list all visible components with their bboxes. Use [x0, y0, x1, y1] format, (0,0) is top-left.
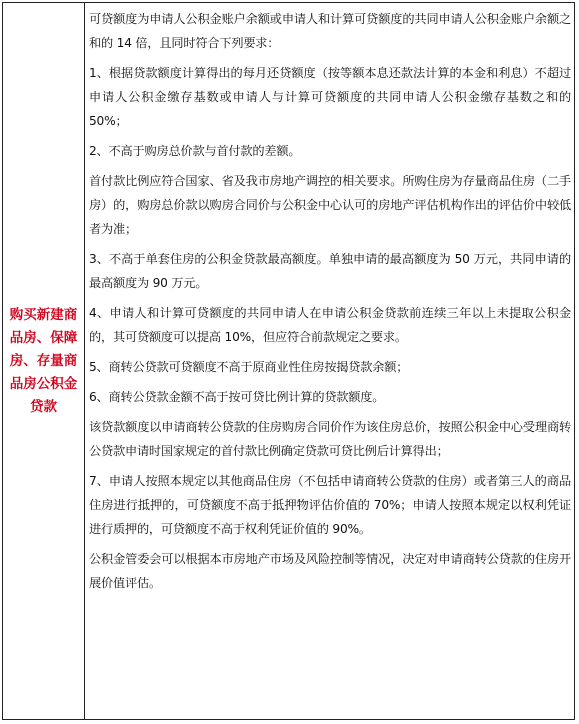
category-label: 购买新建商品房、保障房、存量商品房公积金贷款 — [9, 306, 78, 415]
requirement-6-note: 该贷款额度以申请商转公贷款的住房购房合同价作为该住房总价，按照公积金中心受理商转公贷款申请时国家规定的首付款比例确定贷款可贷比例后计算得出； — [89, 420, 571, 458]
requirement-2: 2、不高于购房总价款与首付款的差额。 — [89, 144, 301, 158]
policy-table — [2, 2, 575, 720]
requirement-3: 3、不高于单套住房的公积金贷款最高额度。单独申请的最高额度为 50 万元，共同申请的最高额度为 90 万元。 — [89, 252, 571, 290]
intro-paragraph: 可贷额度为申请人公积金账户余额或申请人和计算可贷额度的共同申请人公积金账户余额之和的 14 倍，且同时符合下列要求： — [89, 12, 571, 50]
closing-paragraph: 公积金管委会可以根据本市房地产市场及风险控制等情况，决定对申请商转公贷款的住房开展价值评估。 — [89, 552, 571, 590]
requirement-4: 4、申请人和计算可贷额度的共同申请人在申请公积金贷款前连续三年以上未提取公积金的，其可贷额度可以提高 10%，但应符合前款规定之要求。 — [89, 306, 571, 344]
requirement-7: 7、申请人按照本规定以其他商品住房（不包括申请商转公贷款的住房）或者第三人的商品住房进行抵押的，可贷额度不高于抵押物评估价值的 70%；申请人按照本规定以权利凭证进行质押的，可贷额度不高于权利凭证价值的 90%。 — [89, 474, 571, 536]
requirement-6: 6、商转公贷款金额不高于按可贷比例计算的贷款额度。 — [89, 390, 385, 404]
requirement-2-note: 首付款比例应符合国家、省及我市房地产调控的相关要求。所购住房为存量商品住房（二手房）的，购房总价款以购房合同价与公积金中心认可的房地产评估机构作出的评估价中较低者为准； — [89, 174, 571, 236]
requirement-1: 1、根据贷款额度计算得出的每月还贷额度（按等额本息还款法计算的本金和利息）不超过申请人公积金缴存基数或申请人与计算可贷额度的共同申请人公积金缴存基数之和的 50%； — [89, 66, 571, 128]
requirement-5: 5、商转公贷款可贷额度不高于原商业性住房按揭贷款余额； — [89, 360, 409, 374]
category-cell — [3, 3, 85, 719]
requirements-cell — [89, 7, 571, 595]
